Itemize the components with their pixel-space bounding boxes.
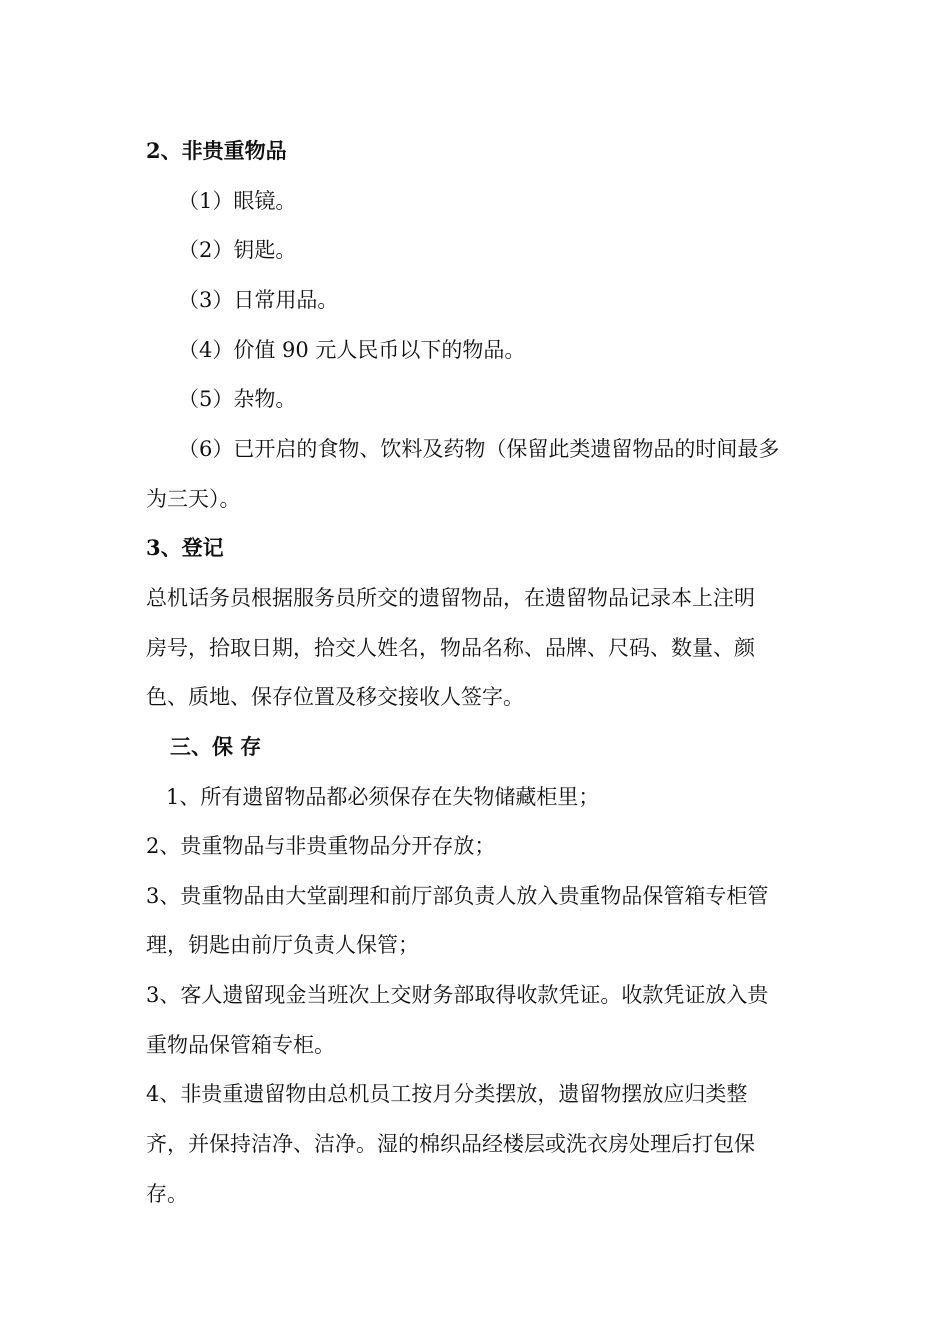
paragraph-line: 1、所有遗留物品都必须保存在失物储藏柜里； — [166, 785, 600, 809]
paragraph-line: 房号，拾取日期，拾交人姓名，物品名称、品牌、尺码、数量、颜 — [146, 636, 755, 660]
list-item: （3）日常用品。 — [178, 288, 339, 312]
paragraph-line: 3、客人遗留现金当班次上交财务部取得收款凭证。收款凭证放入贵 — [146, 983, 769, 1007]
section-heading-storage: 三、保 存 — [170, 734, 262, 759]
list-item: （1）眼镜。 — [178, 189, 297, 213]
list-item: （5）杂物。 — [178, 387, 297, 411]
paragraph-line: 存。 — [146, 1182, 188, 1206]
list-item: （4）价值 90 元人民币以下的物品。 — [178, 338, 526, 362]
paragraph-line: 重物品保管箱专柜。 — [146, 1033, 335, 1057]
list-item: （2）钥匙。 — [178, 238, 297, 262]
paragraph-line: 4、非贵重遗留物由总机员工按月分类摆放，遗留物摆放应归类整 — [146, 1082, 748, 1106]
paragraph-line: 理，钥匙由前厅负责人保管； — [146, 933, 419, 957]
list-item: （6）已开启的食物、饮料及药物（保留此类遗留物品的时间最多 — [178, 437, 780, 461]
paragraph-line: 色、质地、保存位置及移交接收人签字。 — [146, 685, 524, 709]
paragraph-line: 总机话务员根据服务员所交的遗留物品，在遗留物品记录本上注明 — [146, 586, 755, 610]
section-heading-nonvaluable: 2、非贵重物品 — [146, 138, 287, 163]
paragraph-line: 3、贵重物品由大堂副理和前厅部负责人放入贵重物品保管箱专柜管 — [146, 884, 769, 908]
paragraph-line: 2、贵重物品与非贵重物品分开存放； — [146, 834, 496, 858]
paragraph-line: 齐，并保持洁净、洁净。湿的棉织品经楼层或洗衣房处理后打包保 — [146, 1132, 755, 1156]
list-item-continuation: 为三天）。 — [146, 487, 241, 511]
section-heading-register: 3、登记 — [146, 535, 224, 560]
